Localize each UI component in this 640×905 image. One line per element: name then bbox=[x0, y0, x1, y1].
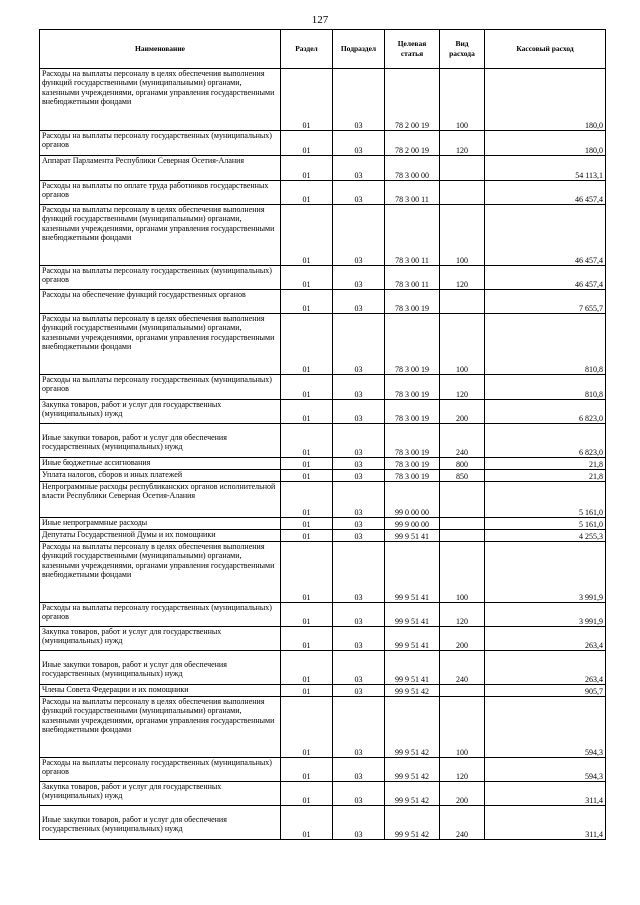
row-subsection: 03 bbox=[333, 181, 385, 205]
row-name: Расходы на выплаты персоналу в целях обеспечения выполнения функций государственными (муниципальными) органами, казенными учреждениями, органами управления государственными внебюджетными фондами bbox=[40, 314, 281, 375]
row-type bbox=[440, 290, 485, 314]
row-target: 99 9 51 41 bbox=[385, 627, 440, 651]
header-target: Целевая статья bbox=[385, 30, 440, 69]
row-type bbox=[440, 181, 485, 205]
table-row bbox=[40, 458, 606, 470]
row-section: 01 bbox=[281, 542, 333, 603]
row-amount: 54 113,1 bbox=[485, 156, 606, 181]
row-target: 99 0 00 00 bbox=[385, 482, 440, 518]
row-subsection: 03 bbox=[333, 806, 385, 840]
table-row bbox=[40, 156, 606, 181]
row-type: 200 bbox=[440, 627, 485, 651]
page-number: 127 bbox=[311, 14, 329, 26]
row-target: 78 3 00 19 bbox=[385, 375, 440, 400]
row-name: Аппарат Парламента Республики Северная Осетия-Алания bbox=[40, 156, 281, 181]
row-target: 99 9 51 42 bbox=[385, 782, 440, 806]
row-amount: 263,4 bbox=[485, 651, 606, 685]
row-type: 800 bbox=[440, 458, 485, 470]
row-section: 01 bbox=[281, 806, 333, 840]
header-section: Раздел bbox=[281, 30, 333, 69]
row-section: 01 bbox=[281, 375, 333, 400]
table-row bbox=[40, 530, 606, 542]
row-target: 99 9 51 42 bbox=[385, 697, 440, 758]
row-type: 100 bbox=[440, 69, 485, 131]
row-amount: 3 991,9 bbox=[485, 542, 606, 603]
row-name: Закупка товаров, работ и услуг для государственных (муниципальных) нужд bbox=[40, 782, 281, 806]
row-target: 78 3 00 11 bbox=[385, 266, 440, 290]
row-name: Уплата налогов, сборов и иных платежей bbox=[40, 470, 281, 482]
row-target: 78 3 00 19 bbox=[385, 400, 440, 424]
row-type: 120 bbox=[440, 758, 485, 782]
row-subsection: 03 bbox=[333, 290, 385, 314]
row-amount: 905,7 bbox=[485, 685, 606, 697]
row-target: 78 2 00 19 bbox=[385, 69, 440, 131]
row-subsection: 03 bbox=[333, 205, 385, 266]
header-type: Вид расхода bbox=[440, 30, 485, 69]
row-target: 99 9 51 42 bbox=[385, 685, 440, 697]
row-type bbox=[440, 156, 485, 181]
row-target: 78 3 00 19 bbox=[385, 424, 440, 458]
table-row bbox=[40, 685, 606, 697]
row-name: Иные закупки товаров, работ и услуг для обеспечения государственных (муниципальных) нужд bbox=[40, 424, 281, 458]
row-name: Члены Совета Федерации и их помощники bbox=[40, 685, 281, 697]
row-target: 99 9 51 41 bbox=[385, 603, 440, 627]
row-subsection: 03 bbox=[333, 627, 385, 651]
row-section: 01 bbox=[281, 518, 333, 530]
row-target: 78 3 00 19 bbox=[385, 458, 440, 470]
table-row bbox=[40, 205, 606, 266]
row-section: 01 bbox=[281, 266, 333, 290]
row-amount: 21,8 bbox=[485, 470, 606, 482]
row-type: 100 bbox=[440, 314, 485, 375]
row-name: Расходы на обеспечение функций государственных органов bbox=[40, 290, 281, 314]
row-target: 78 3 00 11 bbox=[385, 181, 440, 205]
row-subsection: 03 bbox=[333, 470, 385, 482]
table-header-row bbox=[40, 30, 606, 69]
row-amount: 46 457,4 bbox=[485, 205, 606, 266]
row-subsection: 03 bbox=[333, 400, 385, 424]
table-row bbox=[40, 131, 606, 156]
row-amount: 810,8 bbox=[485, 375, 606, 400]
row-subsection: 03 bbox=[333, 482, 385, 518]
row-amount: 6 823,0 bbox=[485, 424, 606, 458]
row-amount: 21,8 bbox=[485, 458, 606, 470]
row-type: 100 bbox=[440, 205, 485, 266]
row-section: 01 bbox=[281, 758, 333, 782]
row-type: 120 bbox=[440, 266, 485, 290]
row-type: 240 bbox=[440, 651, 485, 685]
row-target: 78 3 00 00 bbox=[385, 156, 440, 181]
row-subsection: 03 bbox=[333, 69, 385, 131]
row-amount: 594,3 bbox=[485, 758, 606, 782]
table-row bbox=[40, 290, 606, 314]
row-subsection: 03 bbox=[333, 697, 385, 758]
table-row bbox=[40, 400, 606, 424]
table-row bbox=[40, 603, 606, 627]
row-name: Иные закупки товаров, работ и услуг для обеспечения государственных (муниципальных) нужд bbox=[40, 806, 281, 840]
row-subsection: 03 bbox=[333, 685, 385, 697]
row-type bbox=[440, 518, 485, 530]
row-subsection: 03 bbox=[333, 458, 385, 470]
row-amount: 6 823,0 bbox=[485, 400, 606, 424]
row-subsection: 03 bbox=[333, 375, 385, 400]
row-subsection: 03 bbox=[333, 131, 385, 156]
row-type: 850 bbox=[440, 470, 485, 482]
row-name: Расходы на выплаты персоналу государственных (муниципальных) органов bbox=[40, 603, 281, 627]
row-amount: 5 161,0 bbox=[485, 518, 606, 530]
row-subsection: 03 bbox=[333, 758, 385, 782]
row-amount: 263,4 bbox=[485, 627, 606, 651]
table-row bbox=[40, 806, 606, 840]
row-amount: 180,0 bbox=[485, 131, 606, 156]
row-amount: 180,0 bbox=[485, 69, 606, 131]
row-name: Закупка товаров, работ и услуг для государственных (муниципальных) нужд bbox=[40, 627, 281, 651]
table-row bbox=[40, 697, 606, 758]
row-subsection: 03 bbox=[333, 542, 385, 603]
budget-table bbox=[39, 29, 606, 840]
header-name: Наименование bbox=[40, 30, 281, 69]
row-subsection: 03 bbox=[333, 603, 385, 627]
row-name: Закупка товаров, работ и услуг для государственных (муниципальных) нужд bbox=[40, 400, 281, 424]
row-name: Расходы на выплаты персоналу в целях обеспечения выполнения функций государственными (муниципальными) органами, казенными учреждениями, органами управления государственными внебюджетными фондами bbox=[40, 697, 281, 758]
row-target: 99 9 51 42 bbox=[385, 806, 440, 840]
table-row bbox=[40, 69, 606, 131]
row-name: Расходы на выплаты персоналу государственных (муниципальных) органов bbox=[40, 266, 281, 290]
row-type: 120 bbox=[440, 375, 485, 400]
row-target: 99 9 51 41 bbox=[385, 530, 440, 542]
table-row bbox=[40, 651, 606, 685]
row-section: 01 bbox=[281, 651, 333, 685]
row-subsection: 03 bbox=[333, 314, 385, 375]
row-section: 01 bbox=[281, 290, 333, 314]
row-type: 200 bbox=[440, 782, 485, 806]
row-section: 01 bbox=[281, 69, 333, 131]
row-subsection: 03 bbox=[333, 518, 385, 530]
row-type: 100 bbox=[440, 542, 485, 603]
row-target: 78 3 00 11 bbox=[385, 205, 440, 266]
row-amount: 46 457,4 bbox=[485, 266, 606, 290]
row-target: 99 9 51 41 bbox=[385, 542, 440, 603]
row-name: Расходы на выплаты персоналу в целях обеспечения выполнения функций государственными (муниципальными) органами, казенными учреждениями, органами управления государственными внебюджетными фондами bbox=[40, 205, 281, 266]
row-subsection: 03 bbox=[333, 266, 385, 290]
row-name: Расходы на выплаты персоналу государственных (муниципальных) органов bbox=[40, 131, 281, 156]
row-amount: 3 991,9 bbox=[485, 603, 606, 627]
row-type bbox=[440, 685, 485, 697]
row-target: 78 2 00 19 bbox=[385, 131, 440, 156]
table-row bbox=[40, 470, 606, 482]
row-subsection: 03 bbox=[333, 424, 385, 458]
row-type: 200 bbox=[440, 400, 485, 424]
row-name: Расходы на выплаты персоналу государственных (муниципальных) органов bbox=[40, 375, 281, 400]
row-target: 99 9 51 42 bbox=[385, 758, 440, 782]
row-section: 01 bbox=[281, 627, 333, 651]
row-subsection: 03 bbox=[333, 156, 385, 181]
row-name: Иные непрограммные расходы bbox=[40, 518, 281, 530]
row-name: Расходы на выплаты по оплате труда работников государственных органов bbox=[40, 181, 281, 205]
row-amount: 5 161,0 bbox=[485, 482, 606, 518]
row-section: 01 bbox=[281, 458, 333, 470]
header-amount: Кассовый расход bbox=[485, 30, 606, 69]
row-amount: 46 457,4 bbox=[485, 181, 606, 205]
row-name: Расходы на выплаты персоналу в целях обеспечения выполнения функций государственными (муниципальными) органами, казенными учреждениями, органами управления государственными внебюджетными фондами bbox=[40, 542, 281, 603]
row-amount: 594,3 bbox=[485, 697, 606, 758]
row-type: 240 bbox=[440, 806, 485, 840]
row-name: Непрограммные расходы республиканских органов исполнительной власти Республики Северная Осетия-Алания bbox=[40, 482, 281, 518]
row-section: 01 bbox=[281, 424, 333, 458]
row-subsection: 03 bbox=[333, 782, 385, 806]
table-row bbox=[40, 482, 606, 518]
row-section: 01 bbox=[281, 181, 333, 205]
row-target: 78 3 00 19 bbox=[385, 314, 440, 375]
row-name: Иные бюджетные ассигнования bbox=[40, 458, 281, 470]
row-amount: 311,4 bbox=[485, 806, 606, 840]
row-subsection: 03 bbox=[333, 530, 385, 542]
table-row bbox=[40, 782, 606, 806]
row-name: Расходы на выплаты персоналу в целях обеспечения выполнения функций государственными (муниципальными) органами, казенными учреждениями, органами управления государственными внебюджетными фондами bbox=[40, 69, 281, 131]
row-name: Депутаты Государственной Думы и их помощники bbox=[40, 530, 281, 542]
row-section: 01 bbox=[281, 603, 333, 627]
table-row bbox=[40, 375, 606, 400]
row-section: 01 bbox=[281, 530, 333, 542]
table-row bbox=[40, 518, 606, 530]
table-row bbox=[40, 181, 606, 205]
row-section: 01 bbox=[281, 482, 333, 518]
row-section: 01 bbox=[281, 205, 333, 266]
header-subsection: Подраздел bbox=[333, 30, 385, 69]
table-row bbox=[40, 758, 606, 782]
row-type bbox=[440, 530, 485, 542]
row-section: 01 bbox=[281, 400, 333, 424]
row-type: 120 bbox=[440, 131, 485, 156]
row-type: 100 bbox=[440, 697, 485, 758]
row-section: 01 bbox=[281, 697, 333, 758]
row-amount: 4 255,3 bbox=[485, 530, 606, 542]
row-type: 120 bbox=[440, 603, 485, 627]
row-target: 99 9 51 41 bbox=[385, 651, 440, 685]
row-name: Расходы на выплаты персоналу государственных (муниципальных) органов bbox=[40, 758, 281, 782]
table-row bbox=[40, 314, 606, 375]
row-type bbox=[440, 482, 485, 518]
table-row bbox=[40, 266, 606, 290]
row-section: 01 bbox=[281, 131, 333, 156]
row-subsection: 03 bbox=[333, 651, 385, 685]
row-section: 01 bbox=[281, 782, 333, 806]
row-target: 99 9 00 00 bbox=[385, 518, 440, 530]
row-amount: 311,4 bbox=[485, 782, 606, 806]
table-row bbox=[40, 542, 606, 603]
row-amount: 7 655,7 bbox=[485, 290, 606, 314]
table-row bbox=[40, 627, 606, 651]
table-row bbox=[40, 424, 606, 458]
row-name: Иные закупки товаров, работ и услуг для обеспечения государственных (муниципальных) нужд bbox=[40, 651, 281, 685]
row-target: 78 3 00 19 bbox=[385, 290, 440, 314]
row-type: 240 bbox=[440, 424, 485, 458]
row-section: 01 bbox=[281, 470, 333, 482]
row-target: 78 3 00 19 bbox=[385, 470, 440, 482]
row-section: 01 bbox=[281, 156, 333, 181]
row-section: 01 bbox=[281, 685, 333, 697]
row-amount: 810,8 bbox=[485, 314, 606, 375]
row-section: 01 bbox=[281, 314, 333, 375]
